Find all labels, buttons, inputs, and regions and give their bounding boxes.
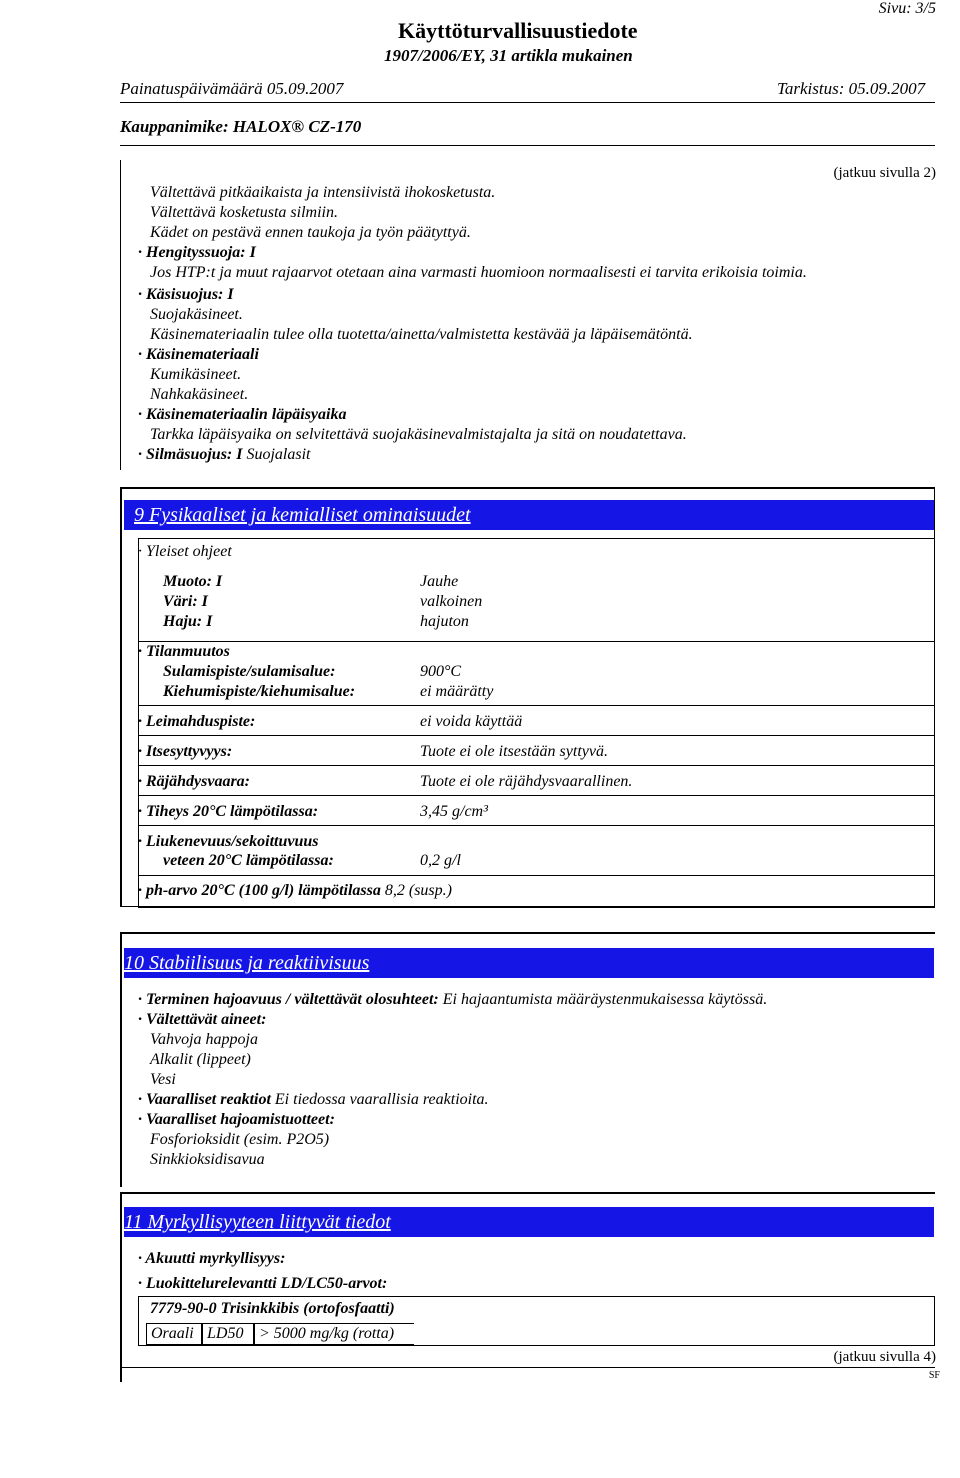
flash-point-value: ei voida käyttää — [420, 713, 523, 730]
print-date: Painatuspäivämäärä 05.09.2007 — [120, 79, 344, 98]
hand-protection-text2: Käsinemateriaalin tulee olla tuotetta/ainetta/valmistetta kestävää ja läpäisemätöntä. — [150, 326, 693, 343]
solubility-value: 0,2 g/l — [420, 852, 461, 869]
decomposition-item-2: Sinkkioksidisavua — [150, 1151, 265, 1168]
melting-label: Sulamispiste/sulamisalue: — [163, 663, 336, 680]
glove-material-1: Kumikäsineet. — [150, 366, 242, 383]
document-title: Käyttöturvallisuustiedote — [398, 18, 638, 43]
route-cell: Oraali — [146, 1323, 202, 1345]
thermal-text: Ei hajaantumista määräystenmukaisessa käytössä. — [442, 991, 768, 1008]
eye-protection-text: Suojalasit — [246, 446, 311, 463]
boiling-label: Kiehumispiste/kiehumisalue: — [163, 683, 356, 700]
state-change: · Tilanmuutos — [138, 643, 230, 661]
self-ignition-label: · Itsesyttyvyys: — [138, 743, 232, 761]
thermal-row — [138, 991, 767, 1009]
section11-header — [124, 1207, 934, 1237]
form-label: Muoto: I — [163, 573, 223, 590]
self-ignition-value: Tuote ei ole itsestään syttyvä. — [420, 743, 608, 760]
s8-line3: Kädet on pestävä ennen taukoja ja työn päätyttyä. — [150, 224, 471, 241]
flash-point-label: · Leimahduspiste: — [138, 713, 255, 731]
boiling-value: ei määrätty — [420, 683, 494, 700]
general-info: · Yleiset ohjeet — [138, 543, 232, 561]
reactions-text: Ei tiedossa vaarallisia reaktioita. — [274, 1091, 489, 1108]
explosion-value: Tuote ei ole räjähdysvaarallinen. — [420, 773, 633, 790]
ld-lc50-label: · Luokittelurelevantti LD/LC50-arvot: — [138, 1275, 387, 1293]
colour-label: Väri: I — [163, 593, 208, 610]
divider — [138, 875, 935, 876]
page-number: Sivu: 3/5 — [878, 0, 936, 17]
avoid-item-1: Vahvoja happoja — [150, 1031, 258, 1048]
avoid-item-3: Vesi — [150, 1071, 176, 1088]
ph-label: · ph-arvo 20°C (100 g/l) lämpötilassa — [138, 882, 381, 899]
acute-toxicity-label: · Akuutti myrkyllisyys: — [138, 1250, 285, 1268]
colour-value: valkoinen — [420, 593, 483, 610]
section10-title: 10 Stabiilisuus ja reaktiivisuus — [124, 952, 370, 974]
decomposition-label: · Vaaralliset hajoamistuotteet: — [138, 1111, 335, 1129]
eye-protection-label: · Silmäsuojus: I — [138, 446, 242, 463]
footer-rule — [120, 1367, 935, 1368]
value-cell: > 5000 mg/kg (rotta) — [254, 1323, 414, 1345]
odour-value: hajuton — [420, 613, 469, 630]
density-label: · Tiheys 20°C lämpötilassa: — [138, 803, 318, 821]
general-info-frame — [138, 566, 935, 642]
ph-value: 8,2 (susp.) — [384, 882, 452, 899]
hand-protection-label: · Käsisuojus: I — [138, 286, 234, 304]
density-value: 3,45 g/cm³ — [420, 803, 488, 820]
divider — [138, 705, 935, 706]
form-value: Jauhe — [420, 573, 459, 590]
s8-line1: Vältettävä pitkäaikaista ja intensiivistä ihokosketusta. — [150, 184, 496, 201]
section10-header — [124, 948, 934, 978]
thermal-label: · Terminen hajoavuus / vältettävät olosuhteet: — [138, 991, 439, 1008]
eye-protection — [138, 446, 311, 464]
glove-material-2: Nahkakäsineet. — [150, 386, 249, 403]
regulation-subtitle: 1907/2006/EY, 31 artikla mukainen — [384, 46, 633, 65]
respiratory-text: Jos HTP:t ja muut rajaarvot otetaan aina varmasti huomioon normaalisesti ei tarvita erikoisia toimia. — [150, 264, 807, 281]
odour-label: Haju: I — [163, 613, 213, 630]
avoid-label: · Vältettävät aineet: — [138, 1011, 266, 1029]
footer-code: SF — [928, 1370, 940, 1381]
s8-line2: Vältettävä kosketusta silmiin. — [150, 204, 338, 221]
type-cell: LD50 — [202, 1323, 254, 1345]
header-rule — [120, 102, 935, 103]
ph-row — [138, 882, 452, 900]
header-rule-2 — [120, 145, 935, 146]
solubility-label-2: veteen 20°C lämpötilassa: — [163, 852, 334, 869]
divider — [138, 795, 935, 796]
solubility-label-1: · Liukenevuus/sekoittuvuus — [138, 833, 318, 851]
explosion-label: · Räjähdysvaara: — [138, 773, 250, 791]
section9-title: 9 Fysikaaliset ja kemialliset ominaisuudet — [134, 504, 471, 526]
permeation-label: · Käsinemateriaalin läpäisyaika — [138, 406, 346, 424]
decomposition-item-1: Fosforioksidit (esim. P2O5) — [150, 1131, 330, 1148]
glove-material-label: · Käsinemateriaali — [138, 346, 259, 364]
reactions-label: · Vaaralliset reaktiot — [138, 1091, 271, 1108]
divider — [138, 825, 935, 826]
trade-name: Kauppanimike: HALOX® CZ-170 — [120, 117, 362, 136]
continued-from: (jatkuu sivulla 2) — [833, 165, 936, 181]
section11-title: 11 Myrkyllisyyteen liittyvät tiedot — [124, 1211, 391, 1233]
avoid-item-2: Alkalit (lippeet) — [150, 1051, 251, 1068]
divider — [138, 765, 935, 766]
respiratory-label: · Hengityssuoja: I — [138, 244, 256, 262]
hand-protection-text1: Suojakäsineet. — [150, 306, 243, 323]
substance-name: 7779-90-0 Trisinkkibis (ortofosfaatti) — [150, 1300, 395, 1317]
revision-date: Tarkistus: 05.09.2007 — [777, 79, 926, 98]
permeation-text: Tarkka läpäisyaika on selvitettävä suojakäsinevalmistajalta ja sitä on noudatettava. — [150, 426, 687, 443]
melting-value: 900°C — [420, 663, 462, 680]
section9-header — [124, 500, 934, 530]
divider — [138, 735, 935, 736]
reactions-row — [138, 1091, 489, 1109]
continued-to: (jatkuu sivulla 4) — [833, 1349, 936, 1365]
